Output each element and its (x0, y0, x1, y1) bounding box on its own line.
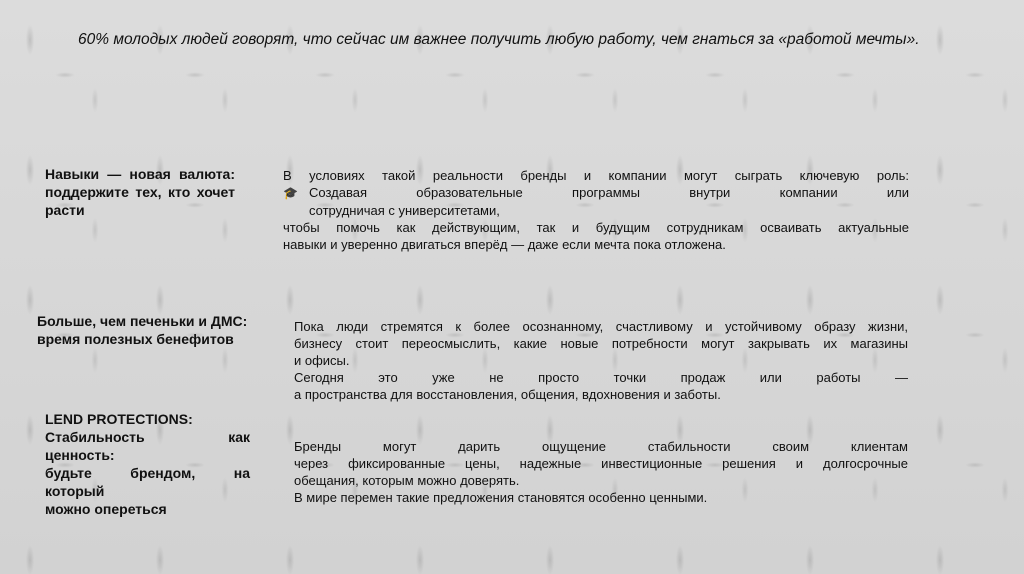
body-line: навыки и уверенно двигаться вперёд — даже если мечта пока отложена. (283, 237, 726, 252)
body-line: Пока люди стремятся к более осознанному, счастливому и устойчивому образу жизни, (294, 319, 908, 334)
list-item (283, 184, 909, 202)
section-heading-benefits: Больше, чем печеньки и ДМС: время полезных бенефитов (37, 313, 248, 347)
section-body-skills (283, 167, 909, 253)
graduation-cap-icon: 🎓 (283, 186, 298, 200)
heading-line: будьте брендом, на (45, 465, 250, 481)
section-heading-skills: Навыки — новая валюта: поддержите тех, кто хочет расти (45, 166, 235, 218)
body-line: а пространства для восстановления, общения, вдохновения и заботы. (294, 387, 721, 402)
body-line: чтобы помочь как действующим, так и будущим сотрудникам осваивать актуальные (283, 220, 909, 235)
section-heading-stability (45, 410, 250, 518)
body-line: Сегодня это уже не просто точки продаж или работы — (294, 370, 908, 385)
headline: 60% молодых людей говорят, что сейчас им важнее получить любую работу, чем гнаться за «работой мечты». (78, 31, 920, 48)
body-line: сотрудничая с университетами, (309, 203, 500, 218)
body-line: Создавая образовательные программы внутри компании или (309, 185, 909, 200)
heading-line: ценность: (45, 447, 115, 463)
heading-line: LEND PROTECTIONS: (45, 411, 193, 427)
body-line: через фиксированные цены, надежные инвестиционные решения и долгосрочные (294, 456, 908, 471)
heading-line: Стабильность как (45, 429, 250, 445)
body-line: Бренды могут дарить ощущение стабильности своим клиентам (294, 439, 908, 454)
body-line: В мире перемен такие предложения становятся особенно ценными. (294, 490, 708, 505)
body-line: обещания, которым можно доверять. (294, 473, 520, 488)
list-item (283, 202, 909, 219)
body-line: В условиях такой реальности бренды и компании могут сыграть ключевую роль: (283, 168, 909, 183)
section-body-benefits (294, 318, 908, 403)
heading-line: который (45, 483, 105, 499)
section-body-stability (294, 438, 908, 506)
heading-line: можно опереться (45, 501, 167, 517)
body-line: бизнесу стоит переосмыслить, какие новые потребности могут закрывать их магазины (294, 336, 908, 351)
body-line: и офисы. (294, 353, 350, 368)
